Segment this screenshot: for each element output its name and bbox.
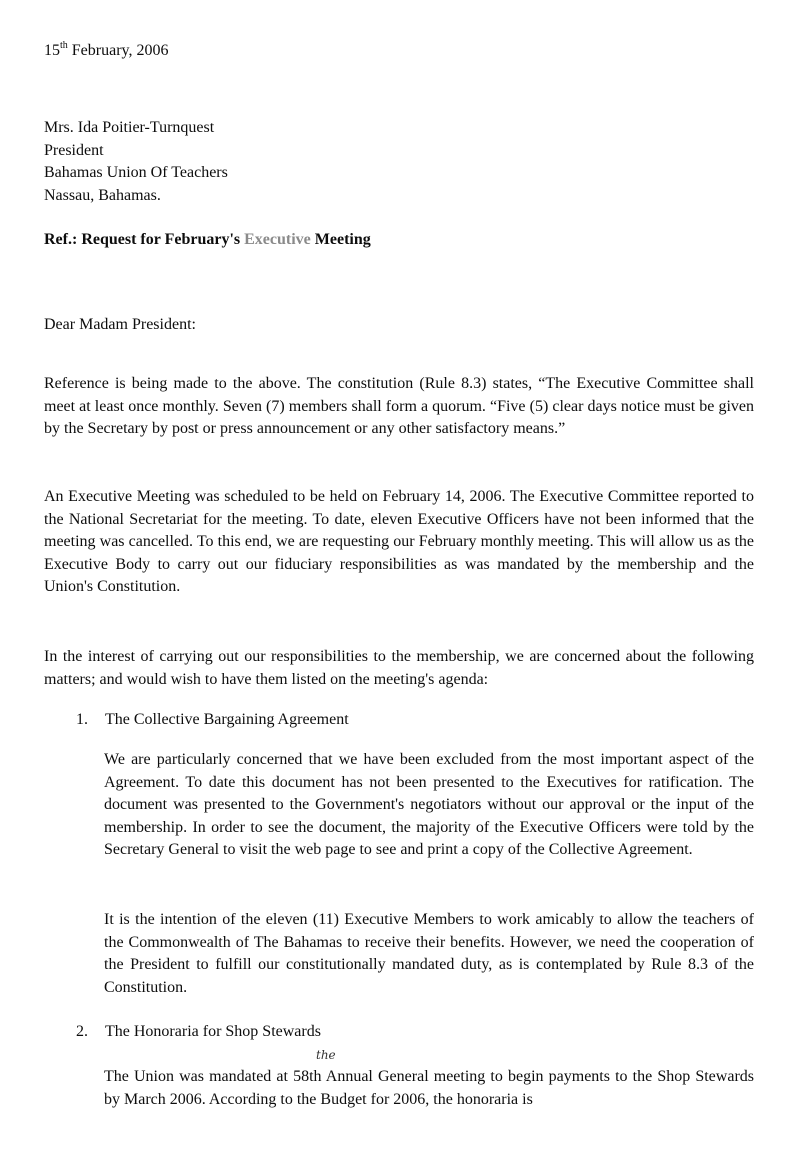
agenda-item-1-paragraph-1: We are particularly concerned that we have been excluded from the most important aspect of the Agreement. To date this document has not been presented to the Executives for ratification. The document was presented to the Government's negotiators without our approval or the input of the membership. In order to see the document, the majority of the Executive Officers were told by the Secretary General to visit the web page to see and print a copy of the Collective Agreement. [104, 751, 754, 859]
agenda-item-2-paragraph-1: The Union was mandated at 58th Annual General meeting to begin payments to the Shop Stewards by March 2006. According to the Budget for 2006, the honoraria is [104, 1068, 754, 1108]
reference-line: Ref.: Request for February's Executive Meeting [44, 231, 371, 248]
agenda-item-2: 2. The Honoraria for Shop Stewards [76, 1023, 321, 1040]
agenda-item-1-paragraph-2: It is the intention of the eleven (11) Executive Members to work amicably to allow the teachers of the Commonwealth of The Bahamas to receive their benefits. However, we need the cooperation of the President to fulfill our constitutionally mandated duty, as is contemplated by Rule 8.3 of the Constitution. [104, 911, 754, 996]
salutation: Dear Madam President: [44, 316, 196, 333]
paragraph-meeting: An Executive Meeting was scheduled to be held on February 14, 2006. The Executive Committee reported to the National Secretariat for the meeting. To date, eleven Executive Officers have not been informed that the meeting was cancelled. To this end, we are requesting our February monthly meeting. This will allow us as the Executive Body to carry out our fiduciary responsibilities as was mandated by the membership and the Union's Constitution. [44, 488, 754, 596]
paragraph-constitution: Reference is being made to the above. The constitution (Rule 8.3) states, “The Executive Committee shall meet at least once monthly. Seven (7) members shall form a quorum. “Five (5) clear days notice must be given by the Secretary by post or press announcement or any other satisfactory means.” [44, 375, 754, 438]
handwritten-note: the [316, 1048, 336, 1062]
paragraph-concerns: In the interest of carrying out our responsibilities to the membership, we are concerned about the following matters; and would wish to have them listed on the meeting's agenda: [44, 648, 754, 688]
recipient-location: Nassau, Bahamas. [44, 187, 161, 204]
letter-date: 15th February, 2006 [44, 40, 169, 59]
recipient-name: Mrs. Ida Poitier-Turnquest [44, 119, 215, 136]
recipient-title: President [44, 142, 104, 159]
agenda-item-1: 1. The Collective Bargaining Agreement [76, 711, 349, 728]
recipient-organization: Bahamas Union Of Teachers [44, 164, 228, 181]
